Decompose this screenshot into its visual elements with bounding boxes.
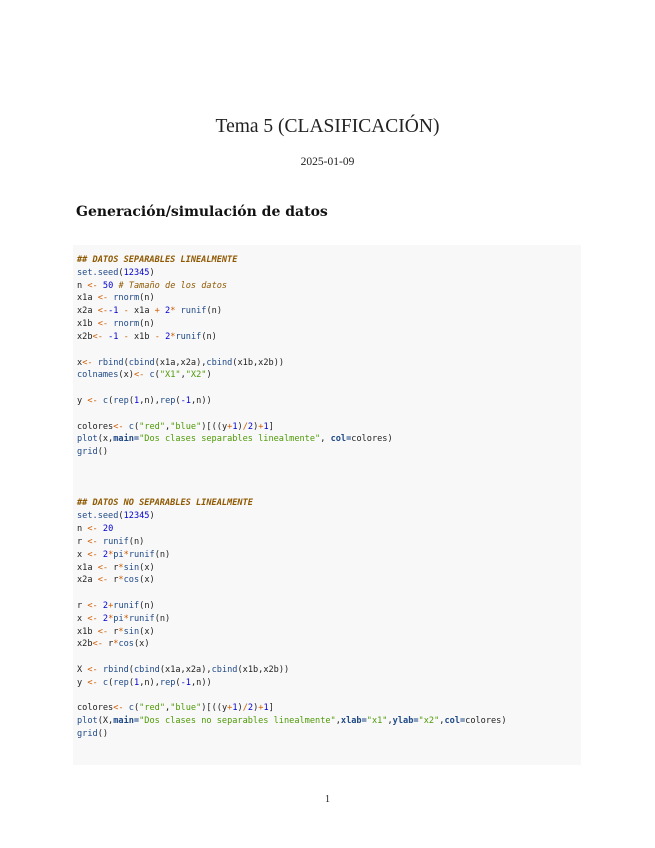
code-blank-line xyxy=(77,472,581,485)
code-token: set.seed xyxy=(77,511,119,522)
code-token: rep xyxy=(159,395,176,406)
code-token: - xyxy=(123,331,129,342)
code-token: ,n), xyxy=(139,395,160,406)
code-token: 2 xyxy=(247,703,254,714)
code-token: -1 xyxy=(180,677,191,688)
code-token: , xyxy=(387,716,393,727)
code-token: ) xyxy=(253,421,259,432)
code-line xyxy=(77,497,581,510)
code-line xyxy=(77,549,581,562)
code-token: - xyxy=(154,331,160,342)
code-line xyxy=(77,715,581,728)
code-token: <- xyxy=(87,395,98,406)
code-token: (n) xyxy=(201,331,217,342)
code-token: pi xyxy=(113,549,124,560)
code-token: "X2" xyxy=(185,370,207,381)
code-token: <- xyxy=(97,626,109,637)
code-token: + xyxy=(154,306,160,317)
code-token: ,n)) xyxy=(190,677,212,688)
code-token: 50 xyxy=(102,280,114,291)
code-token: (x1a,x2a), xyxy=(159,665,212,675)
code-token: "x1" xyxy=(366,716,388,727)
code-token: 1 xyxy=(232,703,238,714)
code-token: x1b xyxy=(128,331,155,342)
code-token: rbind xyxy=(102,665,129,675)
code-token: * xyxy=(113,639,119,650)
code-token: <- xyxy=(97,562,109,573)
code-token: (x) xyxy=(139,626,155,637)
code-token: pi xyxy=(113,613,124,624)
code-token: ## DATOS NO SEPARABLES LINEALMENTE xyxy=(77,498,253,509)
code-token: + xyxy=(227,703,233,714)
code-token: X xyxy=(77,665,88,675)
code-blank-line xyxy=(77,587,581,600)
code-token: r xyxy=(77,536,88,547)
code-token: + xyxy=(108,600,114,611)
code-blank-line xyxy=(77,485,581,498)
code-line xyxy=(77,254,581,267)
code-token: rep xyxy=(113,395,129,406)
code-token: <- xyxy=(87,524,98,535)
code-token: ) xyxy=(206,370,212,381)
code-token: , xyxy=(180,370,186,381)
section-heading: Generación/simulación de datos xyxy=(76,204,328,220)
code-token: main= xyxy=(113,716,140,727)
code-token: (n) xyxy=(139,600,155,611)
code-token: 1 xyxy=(263,703,269,714)
code-token: 2 xyxy=(165,306,171,317)
code-token: 2 xyxy=(165,331,171,342)
code-token: -1 xyxy=(180,395,191,406)
code-line xyxy=(77,562,581,575)
code-token: <- xyxy=(97,575,109,586)
code-token: cos xyxy=(123,575,140,586)
code-line xyxy=(77,369,581,382)
code-token: sin xyxy=(123,562,140,573)
code-token: ) xyxy=(253,703,259,714)
code-token: , xyxy=(439,716,445,727)
code-token: , xyxy=(165,421,171,432)
code-token: 12345 xyxy=(123,267,150,278)
code-token: ( xyxy=(133,421,140,432)
code-token: - xyxy=(123,306,129,317)
code-token: -1 xyxy=(108,331,119,342)
code-token: runif xyxy=(128,613,155,624)
code-token: * xyxy=(118,575,124,586)
code-token: x xyxy=(77,357,83,368)
code-token: (x, xyxy=(97,434,114,445)
code-token: (x) xyxy=(139,562,155,573)
code-token: 1 xyxy=(134,677,140,688)
code-token: * xyxy=(170,331,176,342)
code-token: <- xyxy=(97,319,109,330)
code-token: r xyxy=(77,600,88,611)
document-title: Tema 5 (CLASIFICACIÓN) xyxy=(215,116,440,137)
code-line xyxy=(77,626,581,639)
code-line xyxy=(77,728,581,741)
code-token: )[((y xyxy=(201,421,228,432)
code-blank-line xyxy=(77,651,581,664)
code-token: ( xyxy=(128,665,134,675)
code-token: 2 xyxy=(102,600,109,611)
code-token: "red" xyxy=(139,703,166,714)
code-token: r xyxy=(108,626,119,637)
code-token: (n) xyxy=(139,319,155,330)
code-token: <- xyxy=(97,293,109,304)
code-token: colores xyxy=(77,421,114,432)
code-token: (x) xyxy=(133,639,150,650)
code-token: 12345 xyxy=(123,511,150,522)
code-token: + xyxy=(258,703,264,714)
code-token: "Dos clases separables linealmente" xyxy=(139,434,321,445)
code-token: rbind xyxy=(97,357,124,368)
code-token: ( xyxy=(118,267,124,278)
code-line xyxy=(77,446,581,459)
code-token: "blue" xyxy=(170,421,202,432)
code-token: colnames xyxy=(77,370,119,381)
code-token: * xyxy=(170,306,176,317)
code-blank-line xyxy=(77,459,581,472)
code-token: x1a xyxy=(77,562,98,573)
code-token: ( xyxy=(175,677,181,688)
code-token: c xyxy=(102,677,109,688)
code-token: ( xyxy=(128,677,134,688)
code-token: (n) xyxy=(206,306,223,317)
code-token: plot xyxy=(77,434,98,445)
code-token: ] xyxy=(268,421,274,432)
code-blank-line xyxy=(77,408,581,421)
code-line xyxy=(77,331,581,344)
code-token: <- xyxy=(87,280,98,291)
code-token: xlab= xyxy=(340,716,367,727)
code-token: cbind xyxy=(128,357,155,368)
code-token: "red" xyxy=(139,421,166,432)
code-line xyxy=(77,280,581,293)
code-token: x1b xyxy=(77,319,98,330)
code-token: 1 xyxy=(134,395,140,406)
code-token: rnorm xyxy=(113,293,140,304)
code-token: ,n)) xyxy=(190,395,212,406)
code-line xyxy=(77,523,581,536)
code-token: "x2" xyxy=(418,716,440,727)
code-token: x xyxy=(77,613,88,624)
code-token: 1 xyxy=(263,421,269,432)
code-block xyxy=(73,245,581,765)
code-token: x1a xyxy=(77,293,98,304)
code-token: * xyxy=(108,613,114,624)
code-line xyxy=(77,395,581,408)
code-line xyxy=(77,536,581,549)
code-token: n xyxy=(77,524,88,535)
code-token: c xyxy=(128,421,134,432)
code-token: ( xyxy=(108,677,114,688)
code-token: <- xyxy=(133,370,145,381)
code-token: rnorm xyxy=(113,319,140,330)
code-token: * xyxy=(123,549,129,560)
code-line xyxy=(77,574,581,587)
code-token: x1a xyxy=(128,306,155,317)
code-token: <- xyxy=(87,613,98,624)
code-token: # Tamaño de los datos xyxy=(118,280,228,291)
code-token: ) xyxy=(237,703,243,714)
code-token: cos xyxy=(118,639,134,650)
code-token: (x1a,x2a), xyxy=(154,357,207,368)
code-token: x1b xyxy=(77,626,98,637)
code-token: c xyxy=(149,370,155,381)
code-token: <- xyxy=(113,703,124,714)
code-token: ) xyxy=(237,421,243,432)
code-token: x2a xyxy=(77,306,98,317)
code-token: (n) xyxy=(128,536,145,547)
code-token: col= xyxy=(444,716,466,727)
code-token: -1 xyxy=(108,306,119,317)
code-token: (n) xyxy=(154,549,171,560)
document-date: 2025-01-09 xyxy=(300,156,355,168)
code-token: , xyxy=(320,434,331,445)
code-token: , xyxy=(335,716,341,727)
code-token: ( xyxy=(175,395,181,406)
code-token: * xyxy=(123,613,129,624)
code-line xyxy=(77,421,581,434)
code-token: r xyxy=(108,575,119,586)
code-token: , xyxy=(165,703,171,714)
code-token: "blue" xyxy=(170,703,202,714)
code-token: grid xyxy=(77,447,98,458)
code-token: cbind xyxy=(206,357,233,368)
code-token: <- xyxy=(87,536,98,547)
code-token: <- xyxy=(87,600,98,611)
code-token: <- xyxy=(92,639,103,650)
code-line xyxy=(77,318,581,331)
code-token: n xyxy=(77,280,88,291)
code-token: col= xyxy=(330,434,352,445)
code-token: / xyxy=(242,703,248,714)
code-token: "Dos clases no separables linealmente" xyxy=(139,716,336,727)
code-token: ylab= xyxy=(392,716,419,727)
code-token: colores) xyxy=(351,434,393,445)
code-token: ( xyxy=(154,370,160,381)
code-token: colores xyxy=(77,703,114,714)
code-token: / xyxy=(242,421,248,432)
code-token: "X1" xyxy=(159,370,181,381)
code-token: <- xyxy=(87,549,98,560)
code-token: x xyxy=(77,549,88,560)
code-token: * xyxy=(118,562,124,573)
code-line xyxy=(77,638,581,651)
code-token: grid xyxy=(77,729,98,740)
code-token: x2b xyxy=(77,331,93,342)
code-token: x2a xyxy=(77,575,98,586)
code-token: * xyxy=(118,626,124,637)
code-token: runif xyxy=(128,549,155,560)
code-token: r xyxy=(102,639,114,650)
code-line xyxy=(77,702,581,715)
code-line xyxy=(77,510,581,523)
code-token: )[((y xyxy=(201,703,228,714)
code-token: x2b xyxy=(77,639,93,650)
code-token: () xyxy=(97,447,109,458)
code-token: <- xyxy=(82,357,93,368)
code-token: runif xyxy=(175,331,202,342)
code-token: y xyxy=(77,677,88,688)
code-token: r xyxy=(108,562,119,573)
code-token: + xyxy=(227,421,233,432)
code-token: cbind xyxy=(133,665,160,675)
code-token: ( xyxy=(133,703,140,714)
code-token: (x) xyxy=(118,370,134,381)
code-line xyxy=(77,600,581,613)
code-token: ,n), xyxy=(139,677,160,688)
code-token: sin xyxy=(123,626,140,637)
page-number: 1 xyxy=(325,794,330,805)
code-line xyxy=(77,267,581,280)
code-token: y xyxy=(77,395,88,406)
code-token: (x1b,x2b)) xyxy=(232,357,285,368)
code-line xyxy=(77,677,581,690)
code-token: <- xyxy=(87,665,98,675)
code-token: <- xyxy=(113,421,124,432)
code-token: <- xyxy=(92,331,103,342)
code-token: (x) xyxy=(139,575,155,586)
code-token: set.seed xyxy=(77,267,119,278)
code-token: (n) xyxy=(154,613,171,624)
code-token: ( xyxy=(123,357,129,368)
code-token: runif xyxy=(113,600,140,611)
code-token: rep xyxy=(159,677,176,688)
code-line xyxy=(77,433,581,446)
code-token: main= xyxy=(113,434,140,445)
code-token: 20 xyxy=(102,524,114,535)
code-line xyxy=(77,664,581,677)
code-token: 2 xyxy=(102,613,109,624)
code-line xyxy=(77,305,581,318)
code-blank-line xyxy=(77,344,581,357)
code-token: ( xyxy=(108,395,114,406)
code-token: 2 xyxy=(247,421,254,432)
code-token: colores) xyxy=(465,716,507,727)
code-token: ) xyxy=(149,267,155,278)
code-token: * xyxy=(108,549,114,560)
code-token: ( xyxy=(118,511,124,522)
code-blank-line xyxy=(77,382,581,395)
code-token: 2 xyxy=(102,549,109,560)
code-token: 1 xyxy=(232,421,238,432)
code-token: <- xyxy=(87,677,98,688)
code-token: runif xyxy=(102,536,129,547)
code-token: rep xyxy=(113,677,129,688)
code-token: ) xyxy=(149,511,155,522)
code-token: () xyxy=(97,729,109,740)
code-token: <- xyxy=(97,306,109,317)
code-token: (X, xyxy=(97,716,114,727)
code-blank-line xyxy=(77,690,581,703)
code-line xyxy=(77,357,581,370)
code-token: c xyxy=(102,395,109,406)
code-token: + xyxy=(258,421,264,432)
code-token: ] xyxy=(268,703,274,714)
code-token: c xyxy=(128,703,134,714)
code-token: (x1b,x2b)) xyxy=(237,665,290,675)
code-token: ( xyxy=(128,395,134,406)
code-token: (n) xyxy=(139,293,155,304)
code-line xyxy=(77,292,581,305)
code-token: runif xyxy=(180,306,207,317)
code-token: ## DATOS SEPARABLES LINEALMENTE xyxy=(77,255,238,265)
code-token: cbind xyxy=(211,665,238,675)
code-line xyxy=(77,613,581,626)
code-token: plot xyxy=(77,716,98,727)
